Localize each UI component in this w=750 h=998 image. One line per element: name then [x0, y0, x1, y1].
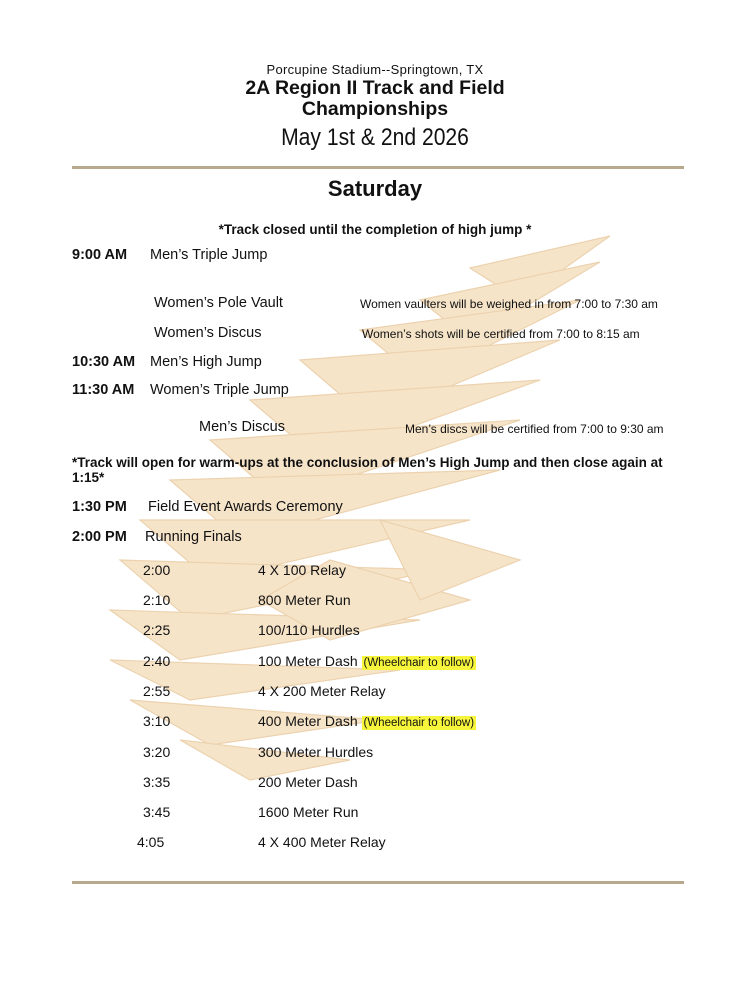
race-event-name: 100 Meter Dash	[258, 653, 358, 669]
event-name: Women’s Pole Vault	[154, 295, 283, 311]
race-time: 2:10	[143, 592, 171, 608]
venue-line: Porcupine Stadium--Springtown, TX	[266, 62, 484, 77]
race-time: 2:00	[143, 562, 171, 578]
track-open-note: *Track will open for warm-ups at the conclusion of Men’s High Jump and then close again at 1:15*	[72, 455, 663, 485]
race-time: 3:10	[143, 713, 171, 729]
event-time: 2:00 PM	[72, 529, 127, 545]
race-event	[258, 653, 476, 669]
event-note: Men’s discs will be certified from 7:00 to 9:30 am	[405, 422, 664, 436]
race-time: 2:25	[143, 622, 171, 638]
event-name: Field Event Awards Ceremony	[148, 499, 343, 515]
wheelchair-tag: (Wheelchair to follow)	[363, 657, 475, 669]
race-event: 4 X 400 Meter Relay	[258, 834, 386, 850]
event-time: 10:30 AM	[72, 354, 136, 370]
race-event-name: 400 Meter Dash	[258, 713, 358, 729]
event-time: 1:30 PM	[72, 499, 127, 515]
event-time: 11:30 AM	[72, 382, 135, 398]
meet-dates: May 1st & 2nd 2026	[281, 124, 469, 151]
meet-title-line2: Championships	[301, 98, 449, 120]
race-event: 800 Meter Run	[258, 592, 351, 608]
race-time: 3:35	[143, 774, 171, 790]
event-name: Men’s Discus	[199, 419, 285, 435]
event-time: 9:00 AM	[72, 247, 128, 263]
day-heading: Saturday	[327, 176, 423, 201]
top-divider	[72, 166, 684, 169]
race-event: 100/110 Hurdles	[258, 622, 360, 638]
track-closed-note: *Track closed until the completion of high jump *	[218, 222, 532, 237]
event-name: Running Finals	[145, 529, 242, 545]
event-name: Men’s Triple Jump	[150, 247, 268, 263]
race-time: 3:20	[143, 744, 171, 760]
event-note: Women’s shots will be certified from 7:00 to 8:15 am	[362, 327, 640, 341]
event-name: Women’s Triple Jump	[150, 382, 289, 398]
race-event: 4 X 100 Relay	[258, 562, 346, 578]
event-name: Men’s High Jump	[150, 354, 262, 370]
event-note: Women vaulters will be weighed in from 7:00 to 7:30 am	[360, 297, 658, 311]
event-name: Women’s Discus	[154, 325, 262, 341]
race-event: 200 Meter Dash	[258, 774, 358, 790]
race-event: 300 Meter Hurdles	[258, 744, 374, 760]
bottom-divider	[72, 881, 684, 884]
meet-title-line1: 2A Region II Track and Field	[245, 77, 505, 99]
race-event: 1600 Meter Run	[258, 804, 359, 820]
race-event	[258, 713, 476, 729]
meet-title	[0, 78, 750, 120]
race-time: 2:55	[143, 683, 171, 699]
wheelchair-tag: (Wheelchair to follow)	[363, 717, 475, 729]
race-time: 3:45	[143, 804, 171, 820]
race-time: 4:05	[137, 834, 165, 850]
race-event: 4 X 200 Meter Relay	[258, 683, 386, 699]
race-time: 2:40	[143, 653, 171, 669]
